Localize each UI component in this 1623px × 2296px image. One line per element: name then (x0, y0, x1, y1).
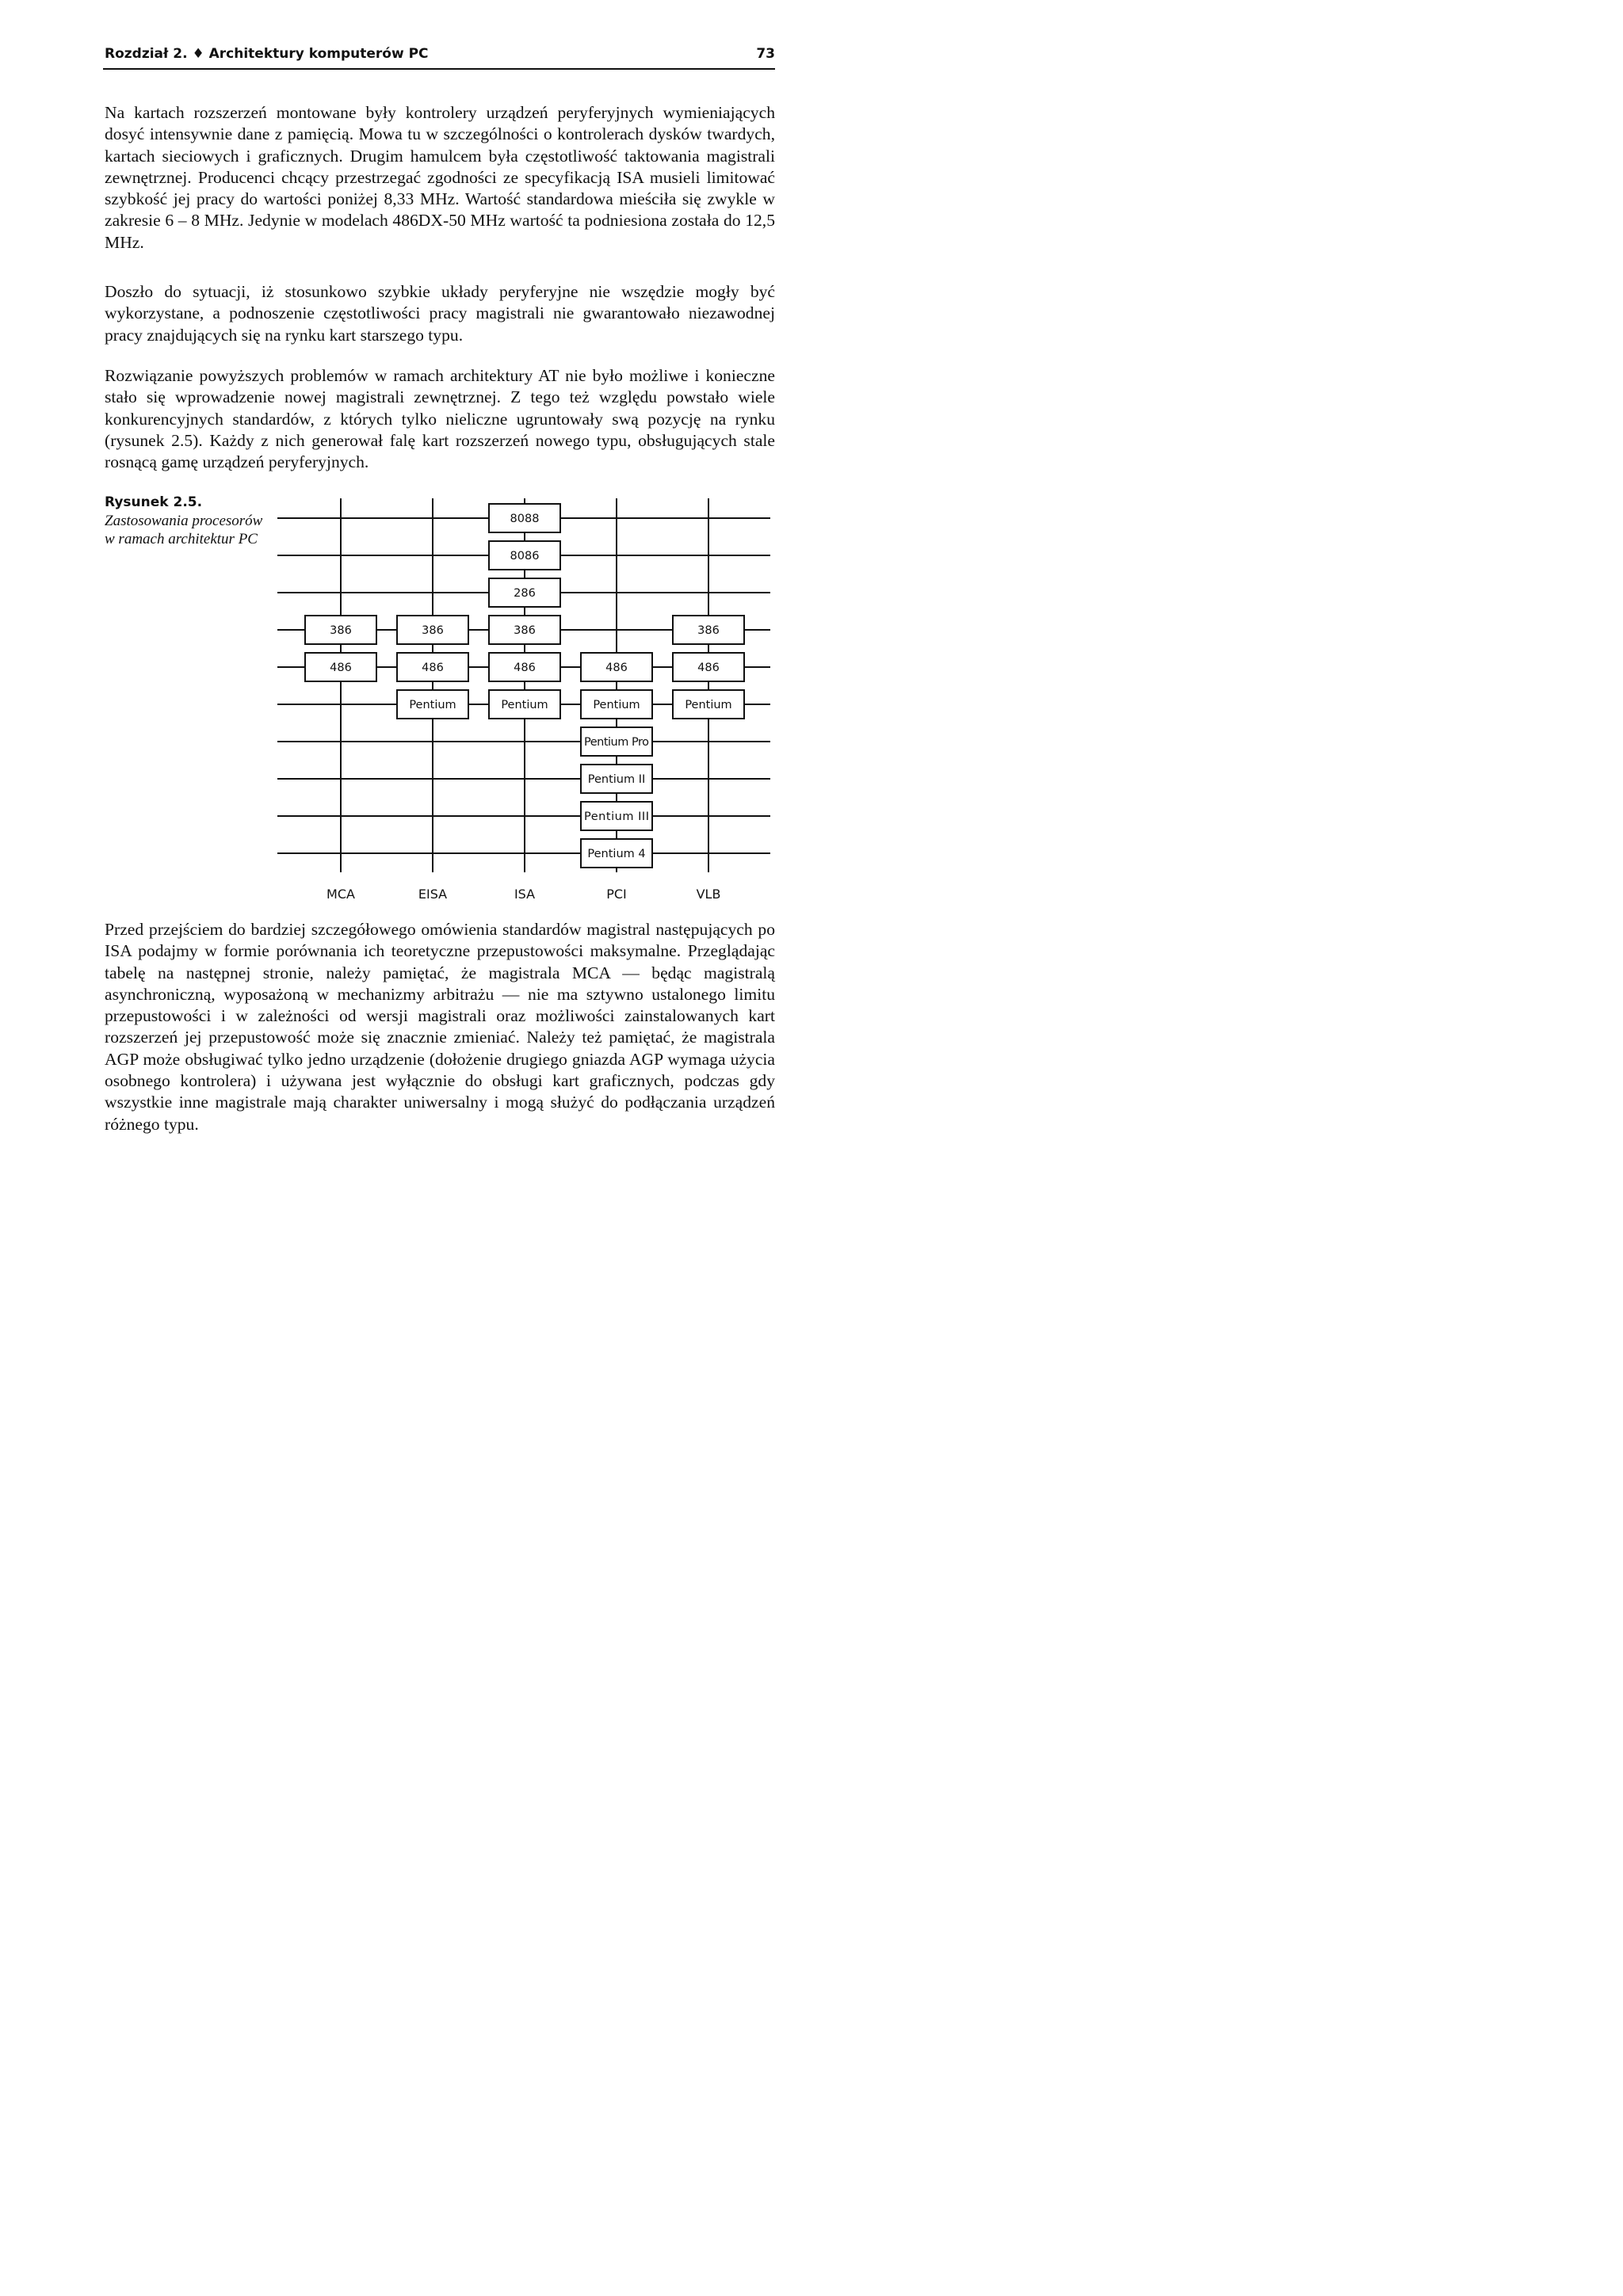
cpu-box-isa-386 (489, 616, 560, 644)
document-page (0, 0, 872, 1234)
cpu-label: Pentium (501, 699, 548, 711)
paragraph-2: Doszło do sytuacji, iż stosunkowo szybkie układy peryferyjne nie wszędzie mogły być wykorzystane, a podnoszenie częstotliwości pracy magistrali nie gwarantowało niezawodnej pracy znajdujących się na rynku kart starszego typu. (105, 282, 775, 345)
cpu-box-isa-8086 (489, 541, 560, 570)
cpu-box-isa-486 (489, 653, 560, 681)
cpu-box-pci-pentium-ii (581, 765, 652, 793)
bus-label-vlb: VLB (696, 887, 721, 902)
figure-caption-text: Zastosowania procesorów w ramach architektur PC (105, 513, 263, 547)
cpu-label: 8086 (510, 550, 540, 563)
cpu-label: 486 (330, 662, 352, 674)
cpu-label: 286 (514, 587, 536, 600)
cpu-box-vlb-386 (673, 616, 744, 644)
cpu-box-mca-386 (305, 616, 376, 644)
cpu-box-pci-pentium-iii (581, 802, 652, 830)
running-header (105, 46, 775, 62)
cpu-label: 386 (514, 624, 536, 637)
bus-label-eisa: EISA (418, 887, 448, 902)
cpu-label: 486 (697, 662, 720, 674)
cpu-box-isa-8088 (489, 504, 560, 532)
bus-label-isa: ISA (514, 887, 536, 902)
cpu-label: Pentium 4 (587, 848, 646, 860)
paragraph-4: Przed przejściem do bardziej szczegółowego omówienia standardów magistral następujących po ISA podajmy w formie porównania ich teoretyczne przepustowości maksymalne. Przeglądając tabelę na następnej stronie, należy pamiętać, że magistrala MCA — będąc magistralą asynchroniczną, wyposażoną w mechanizmy arbitrażu — nie ma sztywno ustalonego limitu przepustowości i w zależności od wersji magistrali oraz możliwości zainstalowanych kart rozszerzeń jej przepustowość może się znacznie zmieniać. Należy też pamiętać, że magistrala AGP może obsługiwać tylko jedno urządzenie (dołożenie drugiego gniazda AGP wymaga użycia osobnego kontrolera) i używana jest wyłącznie do obsługi kart graficznych, podczas gdy wszystkie inne magistrale mają charakter uniwersalny i mogą służyć do podłączania urządzeń różnego typu. (105, 920, 775, 1134)
cpu-box-isa-pentium (489, 690, 560, 719)
paragraph-3: Rozwiązanie powyższych problemów w ramach architektury AT nie było możliwe i konieczne stało się wprowadzenie nowej magistrali zewnętrznej. Z tego też względu powstało wiele konkurencyjnych standardów, z których tylko nieliczne ugruntowały swą pozycję na rynku (rysunek 2.5). Każdy z nich generował falę kart rozszerzeń nowego typu, obsługujących stale rosnącą gamę urządzeń peryferyjnych. (105, 366, 775, 472)
bus-label-pci: PCI (606, 887, 627, 902)
cpu-box-pci-pentium-pro (581, 727, 652, 756)
cpu-box-pci-pentium-4 (581, 839, 652, 868)
cpu-box-mca-486 (305, 653, 376, 681)
cpu-box-pci-486 (581, 653, 652, 681)
cpu-label: Pentium III (584, 810, 649, 823)
figure-caption (105, 494, 263, 548)
cpu-label: Pentium (593, 699, 640, 711)
cpu-label: 386 (330, 624, 352, 637)
cpu-label: Pentium (409, 699, 456, 711)
cpu-box-eisa-486 (397, 653, 468, 681)
bus-label-mca: MCA (327, 887, 355, 902)
page-number: 73 (756, 46, 775, 62)
cpu-box-vlb-pentium (673, 690, 744, 719)
bus-processor-diagram (269, 494, 777, 906)
cpu-label: 486 (514, 662, 536, 674)
cpu-box-eisa-pentium (397, 690, 468, 719)
figure-label: Rysunek 2.5. (105, 494, 203, 510)
cpu-box-eisa-386 (397, 616, 468, 644)
cpu-label: Pentium (685, 699, 732, 711)
cpu-label: 386 (422, 624, 444, 637)
chapter-title: Rozdział 2. ♦ Architektury komputerów PC (105, 46, 429, 62)
cpu-label: Pentium Pro (584, 736, 649, 749)
header-rule (103, 68, 775, 70)
cpu-box-isa-286 (489, 578, 560, 607)
cpu-label: 386 (697, 624, 720, 637)
cpu-box-vlb-486 (673, 653, 744, 681)
cpu-label: 8088 (510, 513, 540, 525)
cpu-label: 486 (422, 662, 444, 674)
cpu-label: Pentium II (587, 773, 646, 786)
cpu-label: 486 (605, 662, 628, 674)
paragraph-1: Na kartach rozszerzeń montowane były kontrolery urządzeń peryferyjnych wymieniających dosyć intensywnie dane z pamięcią. Mowa tu w szczególności o kontrolerach dysków twardych, kartach sieciowych i graficznych. Drugim hamulcem była częstotliwość taktowania magistrali zewnętrznej. Producenci chcący przestrzegać zgodności ze specyfikacją ISA musieli limitować szybkość jej pracy do wartości poniżej 8,33 MHz. Wartość standardowa mieściła się zwykle w zakresie 6 – 8 MHz. Jedynie w modelach 486DX-50 MHz wartość ta podniesiona została do 12,5 MHz. (105, 103, 775, 252)
cpu-box-pci-pentium (581, 690, 652, 719)
